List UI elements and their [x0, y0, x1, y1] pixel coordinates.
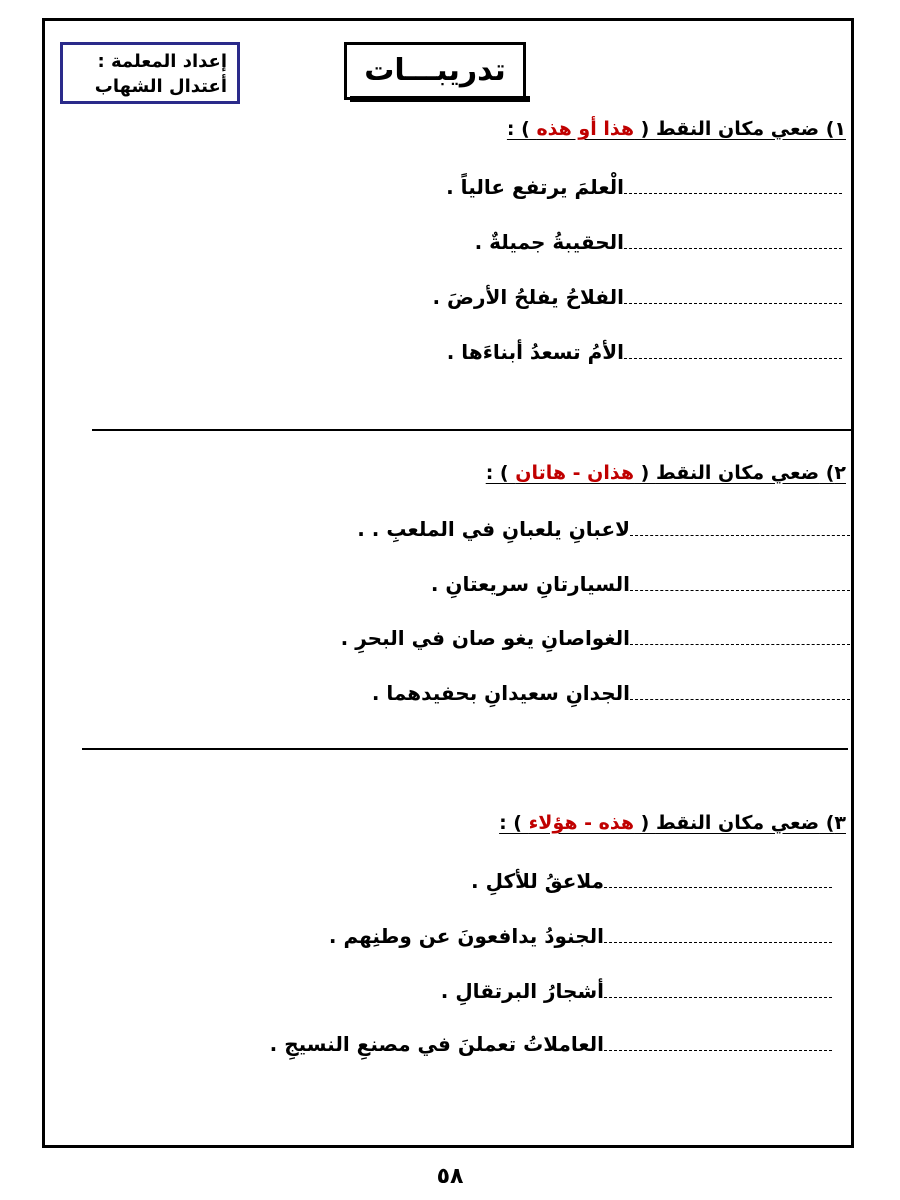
section-1-item-4 [447, 340, 846, 364]
section-2-item-3 [341, 626, 854, 650]
section-3-number: ٣ [834, 812, 846, 834]
section-1-item-3 [433, 285, 847, 309]
blank-line[interactable] [630, 535, 850, 536]
section-3-choices: هذه - هؤلاء [528, 812, 635, 834]
section-3-item-3 [441, 979, 836, 1003]
author-name: أعتدال الشهاب [94, 76, 227, 97]
sentence-text: الجدانِ سعيدانِ بحفيدهما . [371, 681, 630, 705]
blank-line[interactable] [630, 590, 850, 591]
section-3-item-1 [471, 869, 836, 893]
section-3-item-2 [329, 924, 836, 948]
section-1-number: ١ [834, 118, 846, 140]
blank-line[interactable] [604, 997, 832, 998]
sentence-text: الحقيبةُ جميلةٌ . [474, 230, 624, 254]
sentence-text: الغواصانِ يغو صان في البحرِ . [340, 626, 630, 650]
section-2-choices: هذان - هاتان [515, 462, 635, 484]
page-title: تدريبـــات [344, 42, 526, 100]
blank-line[interactable] [604, 887, 832, 888]
blank-line[interactable] [624, 193, 842, 194]
section-2-heading: ٢) ضعي مكان النقط ( هذان - هاتان ) : [485, 462, 846, 484]
blank-line[interactable] [604, 942, 832, 943]
blank-line[interactable] [630, 644, 850, 645]
sentence-text: أشجارُ البرتقالِ . [440, 979, 604, 1003]
sentence-text: الفلاحُ يفلحُ الأرضَ . [432, 285, 624, 309]
section-2-instruction: ضعي مكان النقط [655, 462, 820, 484]
blank-line[interactable] [604, 1050, 832, 1051]
author-box [60, 42, 240, 104]
sentence-text: العاملاتُ تعملنَ في مصنعِ النسيجِ . [269, 1032, 604, 1056]
section-2-number: ٢ [834, 462, 846, 484]
section-3-instruction: ضعي مكان النقط [655, 812, 820, 834]
blank-line[interactable] [624, 358, 842, 359]
section-2-item-2 [431, 572, 854, 596]
sentence-text: ملاعقُ للأكلِ . [471, 869, 604, 893]
section-1-instruction: ضعي مكان النقط [655, 118, 820, 140]
page-number: ٥٨ [436, 1164, 464, 1189]
section-2-item-1 [357, 517, 854, 541]
section-1-choices: هذا أو هذه [536, 118, 635, 140]
blank-line[interactable] [624, 248, 842, 249]
section-divider [82, 748, 848, 750]
section-2-item-4 [372, 681, 854, 705]
section-1-item-2 [475, 230, 846, 254]
sentence-text: السيارتانِ سريعتانِ . [430, 572, 630, 596]
sentence-text: الْعلمَ يرتفع عالياً . [446, 175, 624, 199]
section-divider [92, 429, 854, 431]
sentence-text: لاعبانِ يلعبانِ في الملعبِ . . [357, 517, 630, 541]
sentence-text: الجنودُ يدافعونَ عن وطنِهم . [328, 924, 604, 948]
sentence-text: الأمُ تسعدُ أبناءَها . [446, 340, 624, 364]
blank-line[interactable] [630, 699, 850, 700]
blank-line[interactable] [624, 303, 842, 304]
section-3-heading: ٣) ضعي مكان النقط ( هذه - هؤلاء ) : [499, 812, 846, 834]
section-1-heading: ١) ضعي مكان النقط ( هذا أو هذه ) : [506, 118, 846, 140]
section-1-item-1 [446, 175, 846, 199]
section-3-item-4 [270, 1032, 836, 1056]
author-label: إعداد المعلمة : [97, 51, 227, 72]
